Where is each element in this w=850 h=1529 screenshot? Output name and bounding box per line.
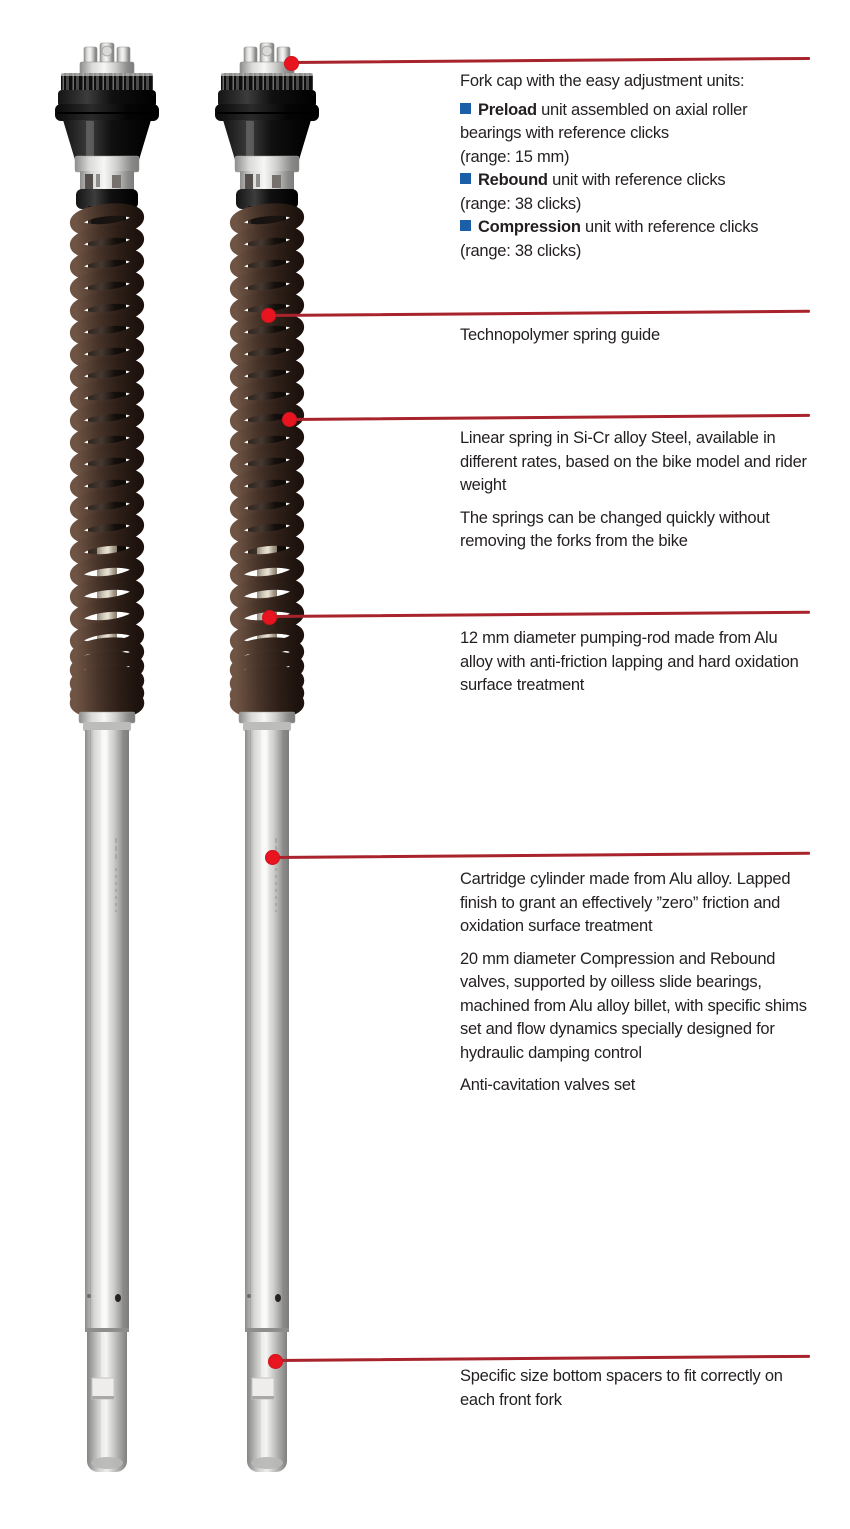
callout-text-linear-spring: [460, 427, 812, 554]
callout-range-preload: (range: 15 mm): [460, 147, 570, 166]
bullet-text: unit with reference clicks: [547, 171, 726, 189]
bullet-square-icon: [460, 220, 471, 231]
callout-dot-linear-spring: [282, 412, 297, 427]
callout-paragraph: 20 mm diameter Compression and Rebound valves, supported by oilless slide bearings, machined from Alu alloy billet, with specific shims set and flow dynamics specially designed for hydraulic damping control: [460, 949, 807, 1062]
callout-text-spring-guide: [460, 324, 812, 348]
bullet-text: unit with reference clicks: [580, 218, 759, 236]
callout-dot-bottom-spacers: [268, 1354, 283, 1369]
callout-text-bottom-spacers: [460, 1365, 812, 1412]
callout-range-rebound: (range: 38 clicks): [460, 194, 582, 213]
callout-paragraph: 12 mm diameter pumping-rod made from Alu alloy with anti-friction lapping and hard oxidation surface treatment: [460, 629, 799, 694]
callout-dot-spring-guide: [261, 308, 276, 323]
callout-title: Fork cap with the easy adjustment units:: [460, 72, 745, 90]
bullet-term: Rebound: [478, 171, 548, 189]
callout-text-fork-cap: [460, 70, 812, 263]
callout-bullet-rebound: [460, 169, 812, 193]
fork-cartridge-left-image: [55, 43, 159, 1472]
callout-dot-cartridge-cylinder: [265, 850, 280, 865]
callout-bullet-compression: [460, 216, 812, 240]
callout-paragraph: Anti-cavitation valves set: [460, 1076, 636, 1094]
callout-text-cartridge-cylinder: [460, 868, 812, 1098]
callout-range-compression: (range: 38 clicks): [460, 241, 582, 260]
bullet-square-icon: [460, 103, 471, 114]
callout-paragraph: The springs can be changed quickly without removing the forks from the bike: [460, 508, 770, 550]
bullet-text: unit assembled on axial roller bearings with reference clicks: [460, 100, 748, 142]
callout-paragraph: Cartridge cylinder made from Alu alloy. Lapped finish to grant an effectively ”zero” friction and oxidation surface treatment: [460, 870, 791, 935]
bullet-square-icon: [460, 173, 471, 184]
callout-paragraph: Linear spring in Si-Cr alloy Steel, available in different rates, based on the bike model and rider weight: [460, 429, 807, 494]
callout-paragraph: Specific size bottom spacers to fit correctly on each front fork: [460, 1367, 783, 1409]
callout-paragraph: Technopolymer spring guide: [460, 326, 660, 344]
fork-cartridge-right-image: [215, 43, 319, 1472]
bullet-term: Compression: [478, 218, 581, 236]
callout-text-pumping-rod: [460, 627, 812, 698]
callout-dot-fork-cap: [284, 56, 299, 71]
callout-bullet-preload: [460, 99, 812, 146]
bullet-term: Preload: [478, 100, 537, 119]
callout-dot-pumping-rod: [262, 610, 277, 625]
